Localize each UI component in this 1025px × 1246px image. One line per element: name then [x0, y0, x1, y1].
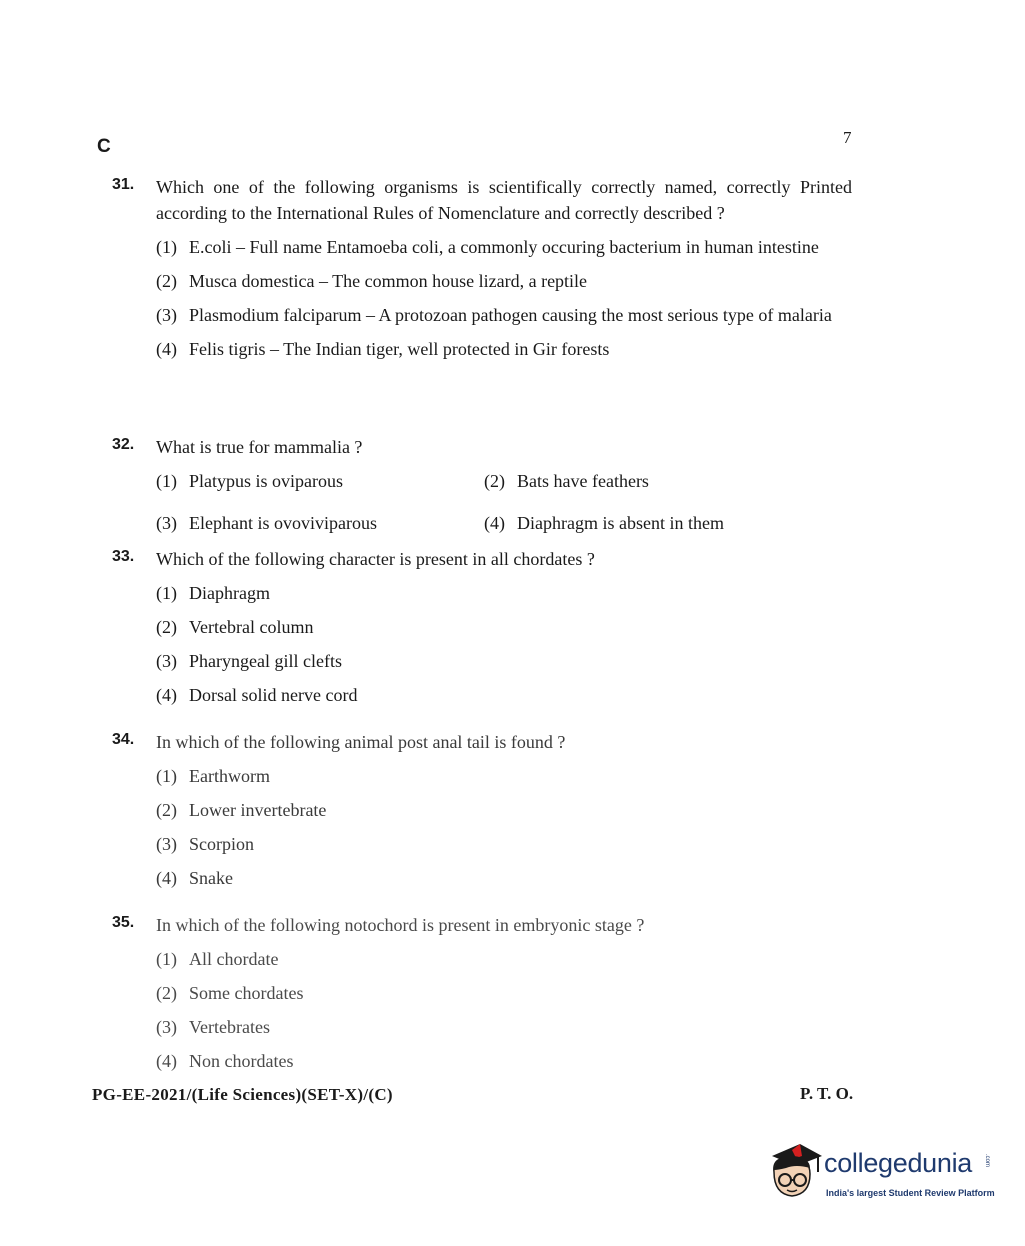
option-2: (2) Musca domestica – The common house lizard, a reptile: [156, 271, 588, 291]
question-number: 35.: [112, 914, 135, 931]
option-2: (2) Bats have feathers: [484, 471, 649, 491]
option-1: (1) Platypus is oviparous: [156, 471, 344, 491]
question-text: Which one of the following organisms is scientifically correctly named, correctly Printed according to the International Rules of Nomenclature and correctly described ?: [156, 177, 852, 223]
option-2: (2) Lower invertebrate: [156, 800, 327, 820]
option-4: (4) Dorsal solid nerve cord: [156, 685, 358, 705]
option-1: (1) Earthworm: [156, 766, 270, 786]
question-number: 32.: [112, 436, 135, 453]
option-2: (2) Vertebral column: [156, 617, 314, 637]
option-4: (4) Snake: [156, 868, 233, 888]
option-2: (2) Some chordates: [156, 983, 304, 1003]
collegedunia-watermark: [766, 1142, 996, 1206]
question-number: 33.: [112, 548, 135, 565]
pto-label: P. T. O.: [800, 1084, 854, 1103]
mascot-logo-icon: [766, 1142, 824, 1204]
page-number: 7: [843, 128, 852, 147]
option-3: (3) Pharyngeal gill clefts: [156, 651, 342, 671]
question-text: In which of the following notochord is present in embryonic stage ?: [156, 915, 645, 935]
option-4: (4) Diaphragm is absent in them: [484, 513, 724, 533]
question-number: 34.: [112, 731, 135, 748]
option-4: (4) Non chordates: [156, 1051, 294, 1071]
option-3: (3) Elephant is ovoviviparous: [156, 513, 377, 533]
option-4: (4) Felis tigris – The Indian tiger, well protected in Gir forests: [156, 339, 610, 359]
option-1: (1) E.coli – Full name Entamoeba coli, a commonly occuring bacterium in human intestine: [156, 237, 819, 257]
option-3: (3) Scorpion: [156, 834, 254, 854]
question-31: [112, 174, 852, 370]
question-text: In which of the following animal post anal tail is found ?: [156, 732, 566, 752]
brand-tagline: India's largest Student Review Platform: [826, 1188, 995, 1198]
option-1: (1) All chordate: [156, 949, 279, 969]
option-1: (1) Diaphragm: [156, 583, 270, 603]
option-3: (3) Plasmodium falciparum – A protozoan pathogen causing the most serious type of malaria: [156, 305, 832, 325]
question-number: 31.: [112, 176, 135, 193]
option-3: (3) Vertebrates: [156, 1017, 270, 1037]
brand-domain: .com: [984, 1154, 990, 1168]
question-32: [112, 434, 852, 544]
question-35: [112, 912, 852, 1082]
question-text: What is true for mammalia ?: [156, 437, 363, 457]
brand-name: collegedunia: [824, 1148, 973, 1178]
question-33: [112, 546, 852, 716]
question-text: Which of the following character is present in all chordates ?: [156, 549, 595, 569]
set-letter: C: [97, 136, 111, 157]
exam-code: PG-EE-2021/(Life Sciences)(SET-X)/(C): [92, 1085, 393, 1104]
question-34: [112, 729, 852, 899]
